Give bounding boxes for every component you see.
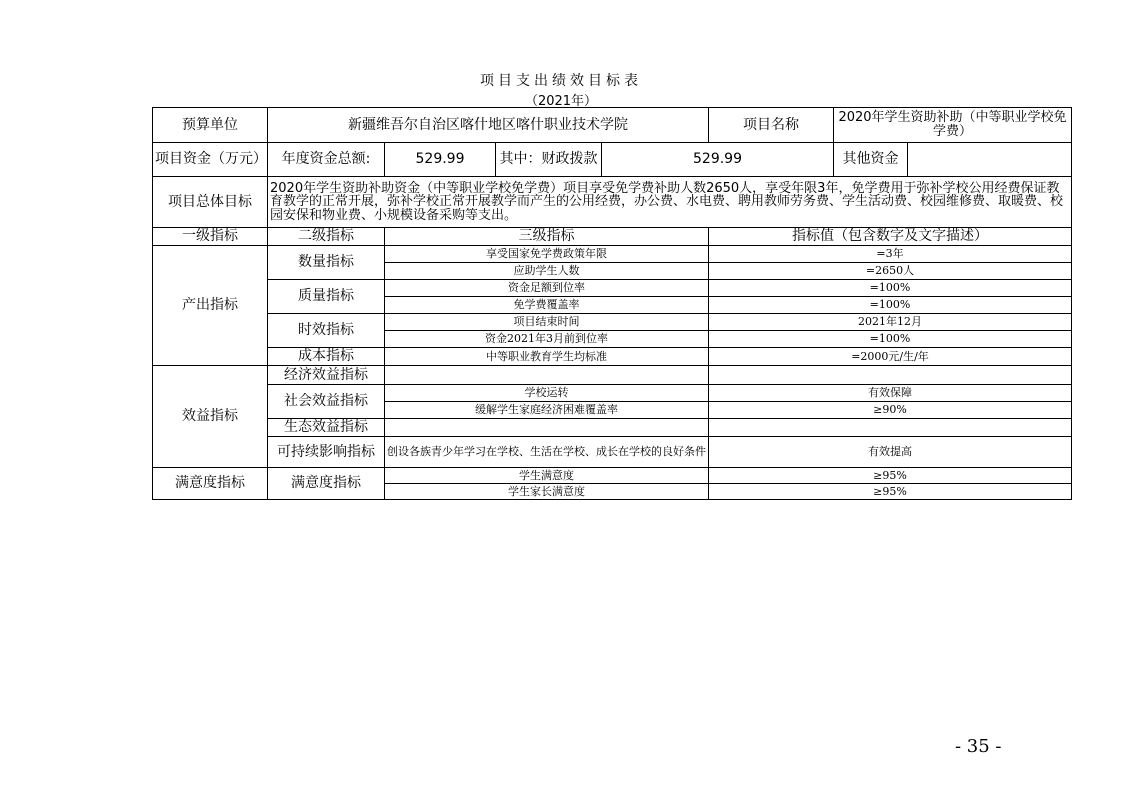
- level3-indicator: 中等职业教育学生均标准: [385, 348, 709, 366]
- level3-indicator: 创设各族青少年学习在学校、生活在学校、成长在学校的良好条件: [385, 437, 709, 468]
- project-name-label: 项目名称: [709, 108, 834, 143]
- column-header-level1: 一级指标: [153, 228, 268, 246]
- fiscal-allocation-label: 其中：财政拨款: [496, 143, 602, 177]
- level2-social: 社会效益指标: [268, 385, 385, 419]
- indicator-value: ≥95%: [709, 468, 1072, 484]
- level2-timeliness: 时效指标: [268, 314, 385, 348]
- level1-benefit: 效益指标: [153, 366, 268, 468]
- indicator-value: ≥90%: [709, 402, 1072, 419]
- annual-total-label: 年度资金总额:: [268, 143, 385, 177]
- indicator-value: 有效提高: [709, 437, 1072, 468]
- overall-goal-label: 项目总体目标: [153, 177, 268, 228]
- level2-quality: 质量指标: [268, 280, 385, 314]
- level2-ecological: 生态效益指标: [268, 419, 385, 437]
- level3-indicator: [385, 366, 709, 385]
- level3-indicator: 项目结束时间: [385, 314, 709, 331]
- other-funds-value: [908, 143, 1072, 177]
- level2-quantity: 数量指标: [268, 246, 385, 280]
- level3-indicator: 资金足额到位率: [385, 280, 709, 297]
- indicator-value: 2021年12月: [709, 314, 1072, 331]
- level3-indicator: 享受国家免学费政策年限: [385, 246, 709, 263]
- table-title: 项目支出绩效目标表: [480, 73, 642, 89]
- indicator-value: [709, 419, 1072, 437]
- indicator-value: ≥95%: [709, 484, 1072, 500]
- annual-total-value: 529.99: [385, 143, 496, 177]
- level2-economic: 经济效益指标: [268, 366, 385, 385]
- project-name-value: 2020年学生资助补助（中等职业学校免学费）: [834, 108, 1072, 143]
- level3-indicator: [385, 419, 709, 437]
- project-fund-label: 项目资金（万元）: [153, 143, 268, 177]
- column-header-level3: 三级指标: [385, 228, 709, 246]
- overall-goal-text: 2020年学生资助补助资金（中等职业学校免学费）项目享受免学费补助人数2650人，享受年限3年，免学费用于弥补学校公用经费保证教育教学的正常开展，弥补学校正常开展教学而产生的公用经费，办公费、水电费、聘用教师劳务费、学生活动费、校园维修费、取暖费、校园安保和物业费、小规模设备采购等支出。: [268, 177, 1072, 228]
- level1-output: 产出指标: [153, 246, 268, 366]
- level2-sustainable: 可持续影响指标: [268, 437, 385, 468]
- performance-target-table: [152, 107, 1072, 500]
- indicator-value: [709, 366, 1072, 385]
- level3-indicator: 学生家长满意度: [385, 484, 709, 500]
- level3-indicator: 缓解学生家庭经济困难覆盖率: [385, 402, 709, 419]
- level3-indicator: 学生满意度: [385, 468, 709, 484]
- column-header-value: 指标值（包含数字及文字描述）: [709, 228, 1072, 246]
- table-year: （2021年）: [524, 94, 598, 109]
- column-header-level2: 二级指标: [268, 228, 385, 246]
- fiscal-allocation-value: 529.99: [602, 143, 834, 177]
- level3-indicator: 学校运转: [385, 385, 709, 402]
- indicator-value: =100%: [709, 280, 1072, 297]
- level2-cost: 成本指标: [268, 348, 385, 366]
- indicator-value: 有效保障: [709, 385, 1072, 402]
- indicator-value: =100%: [709, 331, 1072, 348]
- level1-satisfaction: 满意度指标: [153, 468, 268, 500]
- indicator-value: =100%: [709, 297, 1072, 314]
- page-number: - 35 -: [955, 736, 1002, 757]
- level3-indicator: 免学费覆盖率: [385, 297, 709, 314]
- other-funds-label: 其他资金: [834, 143, 908, 177]
- budget-unit-label: 预算单位: [153, 108, 268, 143]
- level3-indicator: 资金2021年3月前到位率: [385, 331, 709, 348]
- budget-unit-value: 新疆维吾尔自治区喀什地区喀什职业技术学院: [268, 108, 709, 143]
- indicator-value: =3年: [709, 246, 1072, 263]
- level2-satisfaction: 满意度指标: [268, 468, 385, 500]
- level3-indicator: 应助学生人数: [385, 263, 709, 280]
- indicator-value: =2650人: [709, 263, 1072, 280]
- indicator-value: =2000元/生/年: [709, 348, 1072, 366]
